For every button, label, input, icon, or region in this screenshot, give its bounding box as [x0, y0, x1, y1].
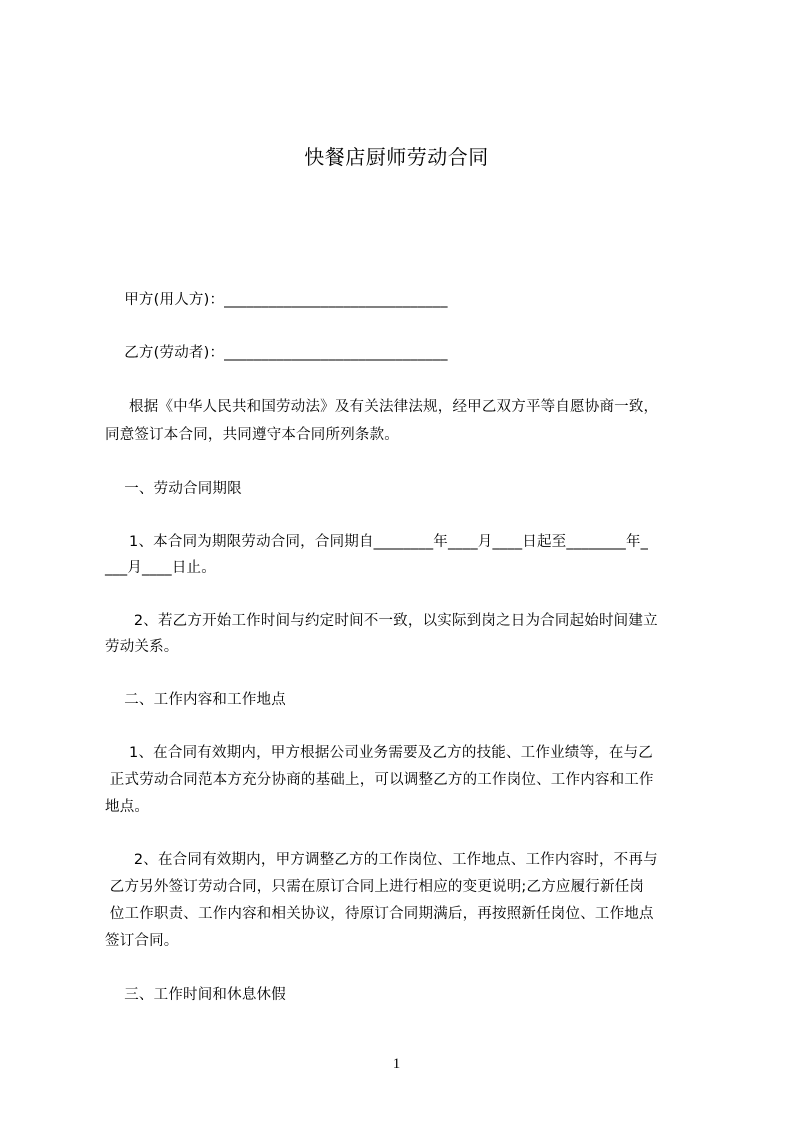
clause-1-1-line-2: ___月____日止。 — [105, 560, 216, 576]
section-2-heading: 二、工作内容和工作地点 — [105, 692, 286, 708]
clause-2-1-line-2: 正式劳动合同范本方充分协商的基础上，可以调整乙方的工作岗位、工作内容和工作 — [105, 772, 654, 788]
clause-2-1-line-3: 地点。 — [105, 799, 150, 815]
party-a-line: 甲方(用人方)：______________________________ — [105, 292, 448, 308]
clause-2-1-line-1: 1、在合同有效期内，甲方根据公司业务需要及乙方的技能、工作业绩等，在与乙 — [105, 745, 653, 761]
clause-2-2-line-2: 乙方另外签订劳动合同，只需在原订合同上进行相应的变更说明;乙方应履行新任岗 — [105, 879, 645, 895]
intro-paragraph-line-1: 根据《中华人民共和国劳动法》及有关法律法规，经甲乙双方平等自愿协商一致， — [105, 399, 659, 415]
clause-1-2-line-2: 劳动关系。 — [105, 639, 179, 655]
section-1-heading: 一、劳动合同期限 — [105, 481, 242, 497]
document-title: 快餐店厨师劳动合同 — [304, 145, 489, 169]
section-3-heading: 三、工作时间和休息休假 — [105, 987, 286, 1003]
party-b-line: 乙方(劳动者)：______________________________ — [105, 345, 448, 361]
intro-paragraph-line-2: 同意签订本合同，共同遵守本合同所列条款。 — [105, 427, 399, 443]
clause-2-2-line-4: 签订合同。 — [105, 933, 179, 949]
clause-2-2-line-1: 2、在合同有效期内，甲方调整乙方的工作岗位、工作地点、工作内容时，不再与 — [105, 852, 658, 868]
clause-1-2-line-1: 2、若乙方开始工作时间与约定时间不一致，以实际到岗之日为合同起始时间建立 — [105, 613, 658, 629]
clause-1-1-line-1: 1、本合同为期限劳动合同，合同期自________年____月____日起至________年_ — [105, 534, 649, 550]
clause-2-2-line-3: 位工作职责、工作内容和相关协议，待原订合同期满后，再按照新任岗位、工作地点 — [105, 906, 654, 922]
page-number: 1 — [392, 1056, 401, 1072]
